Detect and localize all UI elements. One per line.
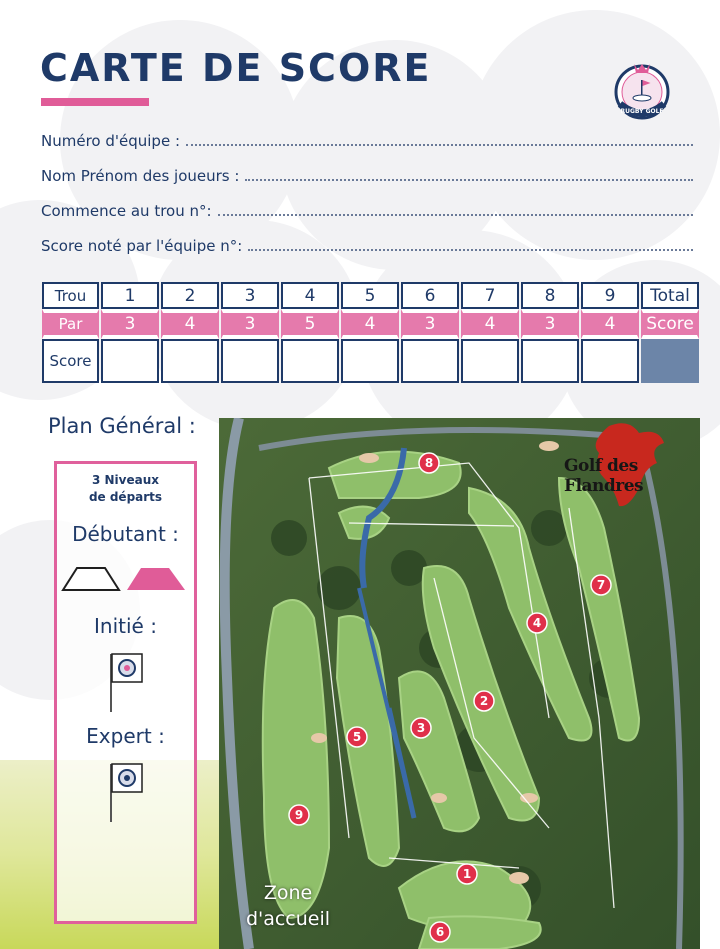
- score-cell[interactable]: [521, 339, 579, 383]
- score-cell[interactable]: [161, 339, 219, 383]
- hole-number: 7: [461, 282, 519, 309]
- par-row-label: Par: [42, 309, 99, 339]
- score-cell[interactable]: [461, 339, 519, 383]
- hole-row-label: Trou: [42, 282, 99, 309]
- hole-marker: [347, 727, 367, 747]
- hole-number: 8: [521, 282, 579, 309]
- start-hole-input-line[interactable]: [218, 206, 693, 216]
- golf-des-flandres-brand: Golf des Flandres: [564, 456, 644, 496]
- title-underline: [41, 98, 149, 106]
- scorer-team-input-line[interactable]: [248, 241, 693, 251]
- hole-marker: [591, 575, 611, 595]
- par-value: 3: [521, 309, 579, 339]
- tee-legend: [54, 461, 197, 924]
- svg-text:1: 1: [462, 867, 472, 881]
- hole-number: 1: [101, 282, 159, 309]
- svg-text:7: 7: [596, 578, 606, 592]
- player-names-field[interactable]: [41, 167, 693, 202]
- total-header: Total: [641, 282, 699, 309]
- logo-text: RUGBY GOLF: [620, 108, 664, 115]
- team-number-input-line[interactable]: [186, 136, 693, 146]
- par-value: 4: [341, 309, 399, 339]
- course-aerial-map: [219, 418, 700, 949]
- start-hole-field[interactable]: [41, 202, 693, 237]
- zone-label-line2: d'accueil: [245, 908, 331, 930]
- par-value: 3: [221, 309, 279, 339]
- debutant-tees: [57, 562, 194, 602]
- hole-marker: [430, 922, 450, 942]
- legend-heading-line1: 3 Niveaux: [91, 473, 160, 487]
- svg-text:4: 4: [532, 616, 542, 630]
- level-expert-label: Expert :: [86, 724, 165, 748]
- zone-label-line1: Zone: [263, 882, 313, 904]
- start-hole-label: Commence au trou n°:: [41, 202, 212, 220]
- hole-marker: [474, 691, 494, 711]
- score-row: [42, 339, 699, 383]
- par-value: 3: [101, 309, 159, 339]
- scorer-team-label: Score noté par l'équipe n°:: [41, 237, 243, 255]
- score-cell[interactable]: [341, 339, 399, 383]
- hole-number: 6: [401, 282, 459, 309]
- hole-marker: [527, 613, 547, 633]
- hole-marker: [457, 864, 477, 884]
- total-score-cell[interactable]: [641, 339, 699, 383]
- hole-row: [42, 282, 699, 309]
- score-cell[interactable]: [101, 339, 159, 383]
- page-title: CARTE DE SCORE: [40, 46, 432, 90]
- par-row: [42, 309, 699, 339]
- hole-marker: [411, 718, 431, 738]
- initie-flag-icon: [106, 652, 146, 714]
- zone-accueil-label: [230, 880, 346, 932]
- par-value: 4: [161, 309, 219, 339]
- score-row-label: Score: [42, 339, 99, 383]
- player-names-input-line[interactable]: [245, 171, 693, 181]
- plan-title: Plan Général :: [48, 414, 196, 438]
- team-number-field[interactable]: [41, 132, 693, 167]
- hole-marker: [419, 453, 439, 473]
- legend-heading: [57, 472, 194, 506]
- hole-number: 3: [221, 282, 279, 309]
- par-value: 4: [581, 309, 639, 339]
- hole-number: 4: [281, 282, 339, 309]
- hole-number: 2: [161, 282, 219, 309]
- pink-tee-icon: [127, 568, 185, 590]
- hole-number: 5: [341, 282, 399, 309]
- par-value: 4: [461, 309, 519, 339]
- svg-text:6: 6: [435, 925, 445, 939]
- svg-text:2: 2: [479, 694, 489, 708]
- score-cell[interactable]: [221, 339, 279, 383]
- score-table: [40, 282, 701, 383]
- player-names-label: Nom Prénom des joueurs :: [41, 167, 240, 185]
- svg-text:5: 5: [352, 730, 362, 744]
- hole-marker: [289, 805, 309, 825]
- score-cell[interactable]: [581, 339, 639, 383]
- score-cell[interactable]: [281, 339, 339, 383]
- expert-flag-icon: [106, 762, 146, 824]
- par-score-header: Score: [641, 309, 699, 339]
- team-number-label: Numéro d'équipe :: [41, 132, 180, 150]
- svg-text:9: 9: [294, 808, 304, 822]
- legend-heading-line2: de départs: [88, 490, 163, 504]
- white-tee-icon: [63, 568, 119, 590]
- level-initie-label: Initié :: [94, 614, 157, 638]
- scorer-team-field[interactable]: [41, 237, 693, 272]
- par-value: 5: [281, 309, 339, 339]
- level-debutant-label: Débutant :: [72, 522, 179, 546]
- par-value: 3: [401, 309, 459, 339]
- rugby-golf-logo: [612, 60, 672, 120]
- svg-text:8: 8: [424, 456, 434, 470]
- team-info-form: [41, 132, 693, 272]
- hole-number: 9: [581, 282, 639, 309]
- svg-text:3: 3: [416, 721, 426, 735]
- score-cell[interactable]: [401, 339, 459, 383]
